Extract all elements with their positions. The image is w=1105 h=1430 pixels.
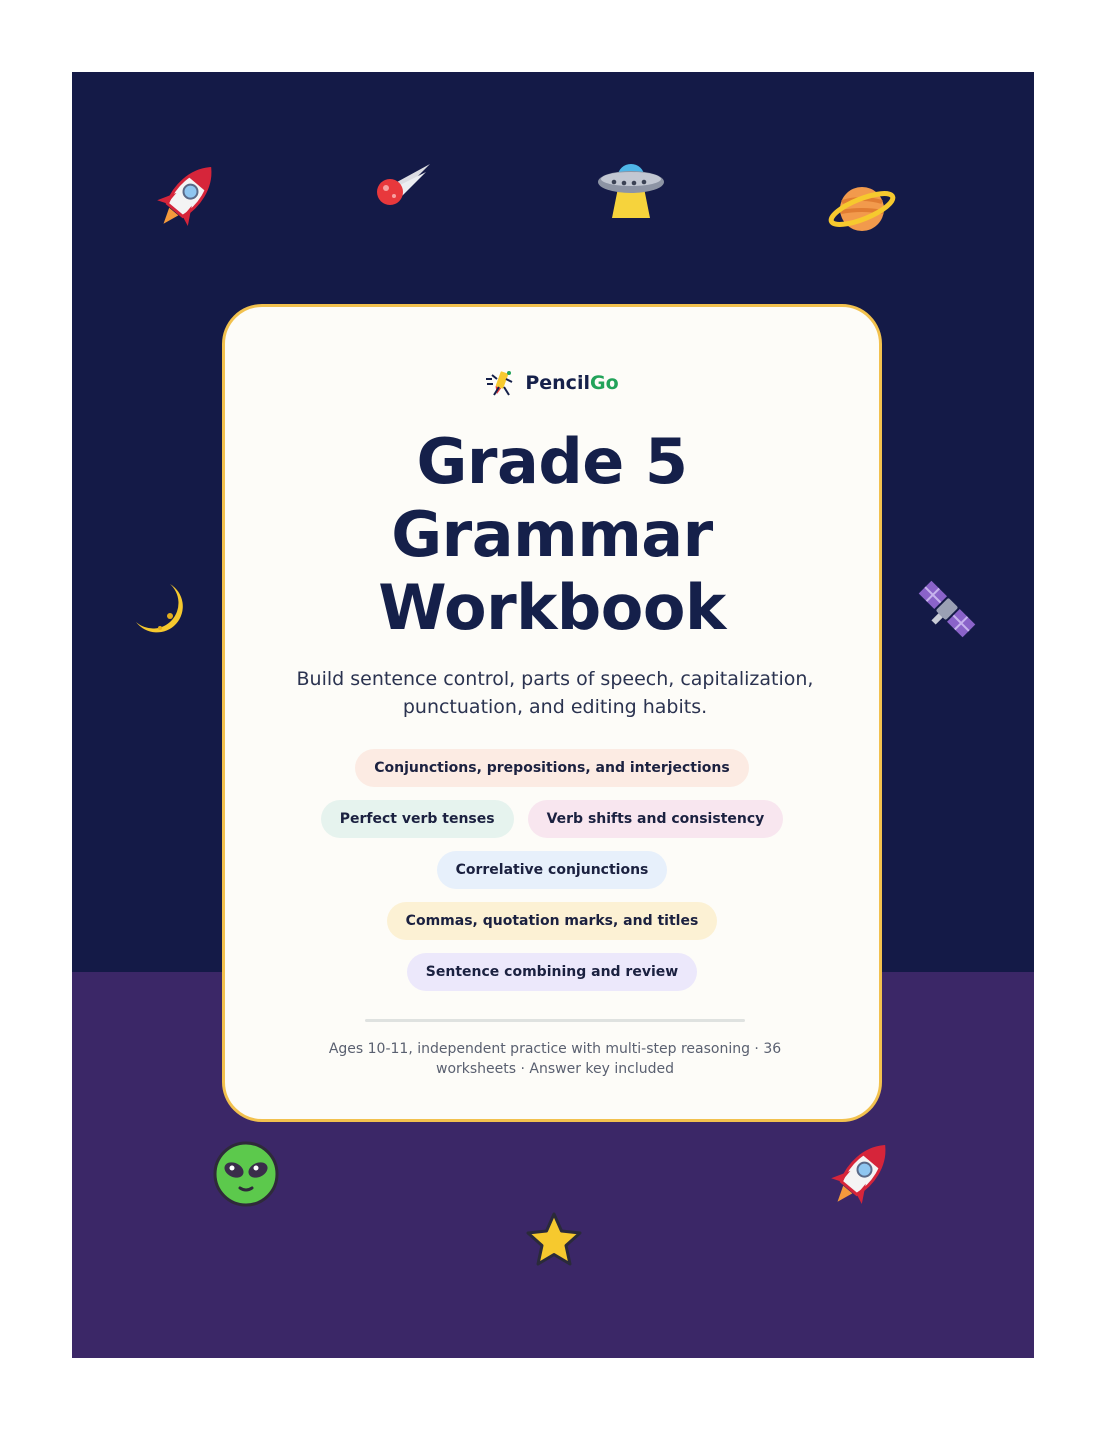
moon-icon [130, 578, 192, 640]
subtitle: Build sentence control, parts of speech, capitalization, punctuation, and editing habits. [296, 668, 814, 718]
ufo-icon [596, 158, 666, 220]
planet-icon [826, 178, 898, 240]
rocket-icon [150, 156, 222, 238]
topic-pill: Sentence combining and review [407, 953, 697, 991]
topic-row [225, 749, 879, 787]
alien-icon [212, 1140, 280, 1208]
cover-card [222, 304, 882, 1122]
topic-pill: Correlative conjunctions [437, 851, 668, 889]
topic-row [225, 902, 879, 940]
workbook-cover [72, 72, 1034, 1358]
brand-name [525, 372, 618, 394]
topic-row [225, 953, 879, 991]
page-title [225, 425, 879, 644]
brand-logo [225, 369, 879, 397]
topic-pill: Perfect verb tenses [321, 800, 514, 838]
topic-pill: Conjunctions, prepositions, and interjections [355, 749, 748, 787]
footer-info: Ages 10-11, independent practice with multi-step reasoning · 36 worksheets · Answer key included [328, 1041, 782, 1077]
satellite-icon [914, 576, 980, 642]
topic-pill: Verb shifts and consistency [528, 800, 784, 838]
divider [365, 1019, 745, 1022]
comet-icon [372, 160, 434, 210]
topic-list [225, 749, 879, 1004]
title-line-1: Grade 5 [416, 425, 688, 498]
title-line-2: Grammar [391, 498, 713, 571]
star-icon [523, 1210, 585, 1270]
title-line-3: Workbook [378, 571, 726, 644]
running-pencil-icon [485, 369, 517, 397]
topic-row [225, 800, 879, 838]
brand-name-part1: Pencil [525, 372, 590, 394]
rocket-icon [824, 1134, 896, 1216]
topic-row [225, 851, 879, 889]
topic-pill: Commas, quotation marks, and titles [387, 902, 718, 940]
brand-name-part2: Go [589, 372, 619, 394]
